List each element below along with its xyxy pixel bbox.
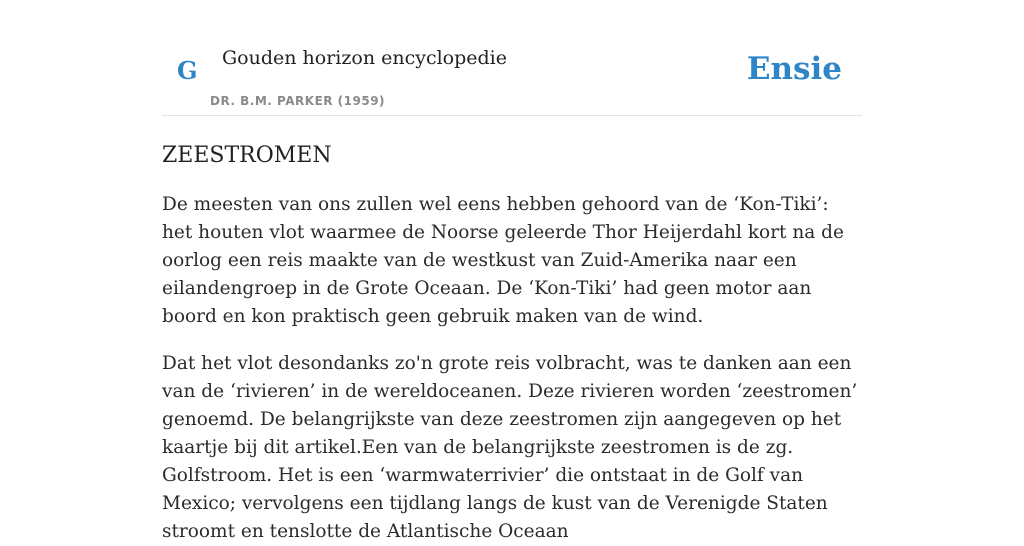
book-header — [162, 0, 862, 116]
book-logo-icon[interactable]: G — [177, 56, 198, 85]
article-paragraph-1: De meesten van ons zullen wel eens hebben gehoord van de ‘Kon-Tiki’: het houten vlot waarmee de Noorse geleerde Thor Heijerdahl kort na de oorlog een reis maakte van de westkust van Zuid-Amerika naar een eilandengroep in de Grote Oceaan. De ‘Kon-Tiki’ had geen motor aan boord en kon praktisch geen gebruik maken van de wind. — [162, 194, 844, 327]
book-title[interactable]: Gouden horizon encyclopedie — [222, 47, 507, 69]
book-author: DR. B.M. PARKER (1959) — [210, 94, 386, 108]
article-paragraph-2: Dat het vlot desondanks zo'n grote reis volbracht, was te danken aan een van de ‘rivieren’ in de wereldoceanen. Deze rivieren worden ‘zeestromen’ genoemd. De belangrijkste van deze zeestromen zijn aangegeven op het kaartje bij dit artikel.Een van de belangrijkste zeestromen is de zg. Golfstroom. Het is een ‘warmwaterrivier’ die ontstaat in de Golf van Mexico; vervolgens een tijdlang langs de kust van de Verenigde Staten stroomt en tenslotte de Atlantische Oceaan — [162, 353, 858, 542]
page-content — [162, 0, 862, 546]
article-title: ZEESTROMEN — [162, 143, 332, 168]
ensie-logo[interactable]: Ensie — [746, 51, 842, 87]
